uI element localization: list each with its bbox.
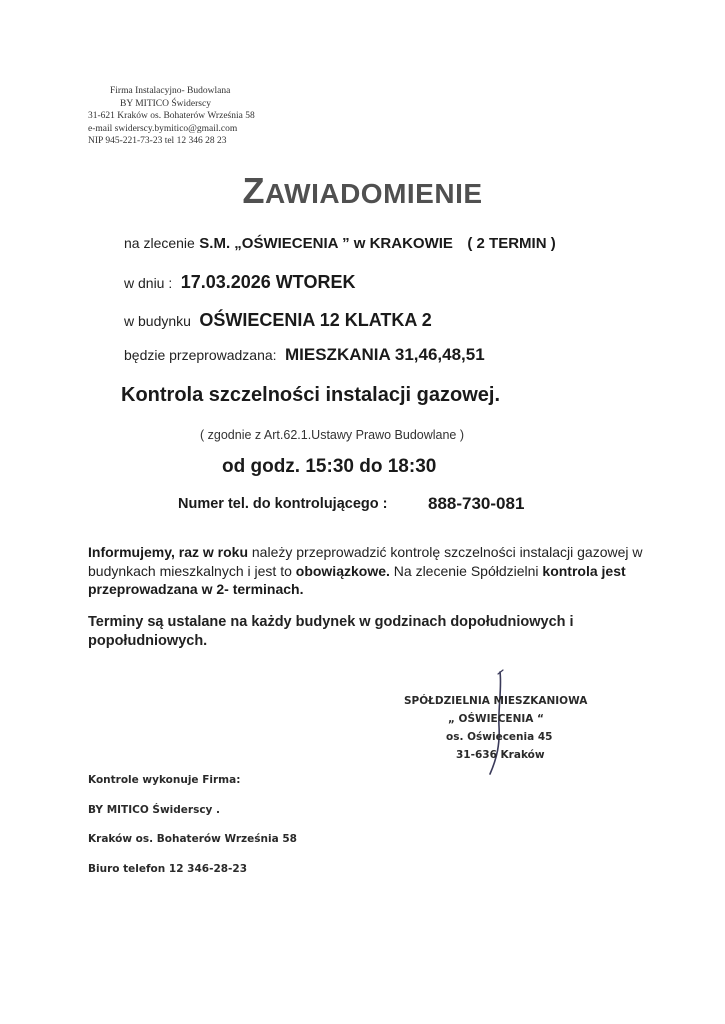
info-text: należy przeprowadzić kontrolę szczelności instalacji gazowej w budynkach mieszkalnych i jest to: [88, 544, 643, 579]
main-heading: Kontrola szczelności instalacji gazowej.: [121, 384, 500, 406]
apartments-label: będzie przeprowadzana:: [124, 347, 277, 363]
inspector-phone-number: 888-730-081: [428, 494, 525, 513]
building-row: [124, 310, 432, 331]
apartments-row: [124, 345, 485, 365]
contractor-heading: Kontrole wykonuje Firma:: [88, 774, 241, 786]
date-row: [124, 272, 355, 293]
order-value: S.M. „OŚWIECENIA ” w KRAKOWIE: [199, 235, 453, 252]
order-label: na zlecenie: [124, 235, 195, 251]
contractor-info: [88, 774, 297, 892]
building-value: OŚWIECENIA 12 KLATKA 2: [199, 310, 432, 330]
building-label: w budynku: [124, 313, 191, 329]
company-nip-phone: NIP 945-221-73-23 tel 12 346 28 23: [88, 136, 227, 146]
schedule-paragraph: Terminy są ustalane na każdy budynek w godzinach dopołudniowych i popołudniowych.: [88, 614, 574, 649]
order-term: ( 2 TERMIN ): [467, 235, 556, 252]
date-value: 17.03.2026 WTOREK: [180, 272, 356, 292]
stamp-line-city: 31-636 Kraków: [456, 749, 545, 761]
info-emphasis-yearly: Informujemy, raz w roku: [88, 544, 248, 560]
company-header: [88, 85, 255, 148]
inspection-hours: od godz. 15:30 do 18:30: [222, 456, 437, 477]
info-text-order: Na zlecenie Spółdzielni: [389, 562, 543, 579]
title-first-letter: Z: [242, 170, 265, 211]
company-type: Firma Instalacyjno- Budowlana: [110, 86, 231, 96]
stamp-line-cooperative: „ OŚWIECENIA “: [448, 713, 544, 725]
company-email: e-mail swiderscy.bymitico@gmail.com: [88, 123, 238, 134]
contractor-phone: Biuro telefon 12 346-28-23: [88, 862, 248, 875]
legal-note: ( zgodnie z Art.62.1.Ustawy Prawo Budowlane ): [200, 428, 465, 442]
document-title: [0, 170, 725, 212]
info-emphasis-mandatory: obowiązkowe.: [295, 562, 390, 579]
date-label: w dniu :: [124, 275, 173, 291]
cooperative-stamp: [404, 692, 587, 764]
inspector-phone-label: Numer tel. do kontrolującego :: [178, 496, 388, 512]
order-row: [124, 235, 556, 253]
company-address: 31-621 Kraków os. Bohaterów Września 58: [88, 111, 255, 121]
stamp-line-address: os. Oświecenia 45: [446, 731, 553, 743]
contractor-address: Kraków os. Bohaterów Września 58: [88, 833, 297, 845]
contractor-name: BY MITICO Świderscy .: [88, 803, 221, 816]
title-rest: AWIADOMIENIE: [264, 178, 483, 209]
info-paragraph: [88, 543, 668, 599]
stamp-line-name: SPÓŁDZIELNIA MIESZKANIOWA: [404, 695, 588, 707]
apartments-value: MIESZKANIA 31,46,48,51: [285, 345, 485, 364]
info-emphasis-terms: kontrola jest przeprowadzana w 2- terminach.: [88, 562, 626, 597]
company-name: BY MITICO Świderscy: [120, 98, 211, 109]
